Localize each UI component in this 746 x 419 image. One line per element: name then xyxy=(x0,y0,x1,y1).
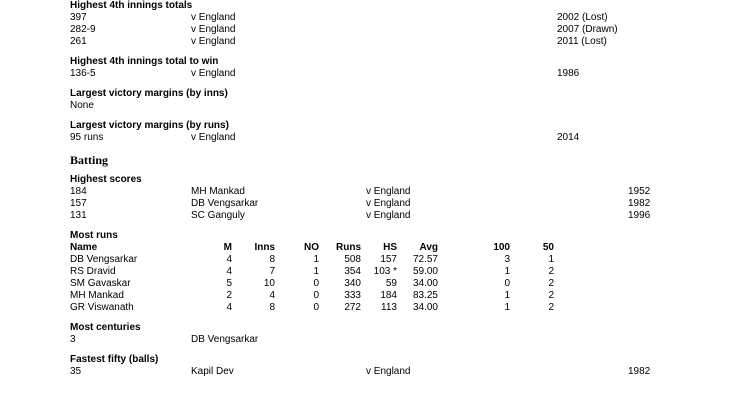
year: 2007 (Drawn) xyxy=(557,24,618,35)
matches: 4 xyxy=(226,254,232,265)
hundreds: 1 xyxy=(504,290,510,301)
batting-heading: Batting xyxy=(70,153,109,167)
innings: 4 xyxy=(269,290,275,301)
fifties: 2 xyxy=(548,266,554,277)
hundreds: 0 xyxy=(504,278,510,289)
table-row xyxy=(70,278,730,290)
player: MH Mankad xyxy=(70,290,124,301)
score: 282-9 xyxy=(70,24,96,35)
fifties: 1 xyxy=(548,254,554,265)
section-title: Largest victory margins (by runs) xyxy=(70,120,229,131)
table-row xyxy=(70,302,730,314)
runs: 508 xyxy=(344,254,361,265)
opponent: v England xyxy=(191,132,236,143)
table-header xyxy=(70,242,730,254)
section-title: Most runs xyxy=(70,230,118,241)
high-score: 113 xyxy=(381,302,397,313)
section-victory-margins-inns xyxy=(70,88,730,112)
section-most-runs xyxy=(70,230,730,314)
player: RS Dravid xyxy=(70,266,116,277)
matches: 5 xyxy=(226,278,232,289)
player: DB Vengsarkar xyxy=(191,198,259,209)
col-header: 50 xyxy=(542,242,554,253)
opponent: v England xyxy=(191,12,236,23)
high-score: 103 * xyxy=(373,266,397,277)
section-title: Most centuries xyxy=(70,322,141,333)
player: SM Gavaskar xyxy=(70,278,131,289)
section-title: Largest victory margins (by inns) xyxy=(70,88,228,99)
opponent: v England xyxy=(191,24,236,35)
average: 83.25 xyxy=(412,290,438,301)
col-header: Name xyxy=(70,242,98,253)
not-outs: 0 xyxy=(313,290,319,301)
table-row xyxy=(70,198,730,210)
table-row xyxy=(70,68,730,80)
section-title: Highest 4th innings total to win xyxy=(70,56,219,67)
not-outs: 1 xyxy=(313,266,319,277)
average: 72.57 xyxy=(412,254,438,265)
section-fastest-fifty xyxy=(70,354,730,378)
year: 1982 xyxy=(628,366,651,377)
opponent: v England xyxy=(191,36,236,47)
player: DB Vengsarkar xyxy=(70,254,138,265)
value: None xyxy=(70,100,94,111)
player: GR Viswanath xyxy=(70,302,134,313)
fifties: 2 xyxy=(548,278,554,289)
section-most-centuries xyxy=(70,322,730,346)
section-highest-4th-innings xyxy=(70,0,730,48)
table-row xyxy=(70,132,730,144)
hundreds: 1 xyxy=(504,266,510,277)
table-row xyxy=(70,266,730,278)
section-title: Highest 4th innings totals xyxy=(70,0,193,11)
balls: 35 xyxy=(70,366,82,377)
score: 131 xyxy=(70,210,87,221)
col-header: NO xyxy=(304,242,319,253)
opponent: v England xyxy=(366,366,411,377)
score: 136-5 xyxy=(70,68,96,79)
not-outs: 0 xyxy=(313,278,319,289)
section-victory-margins-runs xyxy=(70,120,730,144)
opponent: v England xyxy=(366,210,411,221)
stats-page xyxy=(70,0,730,386)
score: 397 xyxy=(70,12,87,23)
runs: 333 xyxy=(344,290,361,301)
matches: 4 xyxy=(226,302,232,313)
average: 34.00 xyxy=(412,302,438,313)
col-header: HS xyxy=(383,242,397,253)
player: Kapil Dev xyxy=(191,366,234,377)
year: 2014 xyxy=(557,132,580,143)
section-title: Fastest fifty (balls) xyxy=(70,354,159,365)
runs: 354 xyxy=(344,266,361,277)
average: 59.00 xyxy=(412,266,438,277)
runs: 272 xyxy=(344,302,361,313)
table-row xyxy=(70,334,730,346)
not-outs: 1 xyxy=(313,254,319,265)
player: SC Ganguly xyxy=(191,210,245,221)
col-header: 100 xyxy=(493,242,510,253)
opponent: v England xyxy=(366,198,411,209)
fifties: 2 xyxy=(548,290,554,301)
table-row xyxy=(70,186,730,198)
year: 2002 (Lost) xyxy=(557,12,608,23)
section-highest-4th-innings-win xyxy=(70,56,730,80)
col-header: Runs xyxy=(336,242,361,253)
hundreds: 3 xyxy=(504,254,510,265)
matches: 2 xyxy=(226,290,232,301)
innings: 7 xyxy=(269,266,275,277)
count: 3 xyxy=(70,334,76,345)
hundreds: 1 xyxy=(504,302,510,313)
table-row xyxy=(70,24,730,36)
runs: 340 xyxy=(344,278,361,289)
opponent: v England xyxy=(366,186,411,197)
matches: 4 xyxy=(226,266,232,277)
innings: 8 xyxy=(269,302,275,313)
score: 261 xyxy=(70,36,87,47)
player: DB Vengsarkar xyxy=(191,334,259,345)
table-row xyxy=(70,366,730,378)
table-row xyxy=(70,210,730,222)
high-score: 184 xyxy=(380,290,397,301)
player: MH Mankad xyxy=(191,186,245,197)
year: 1982 xyxy=(628,198,651,209)
year: 1986 xyxy=(557,68,580,79)
col-header: Avg xyxy=(419,242,438,253)
score: 184 xyxy=(70,186,87,197)
innings: 8 xyxy=(269,254,275,265)
innings: 10 xyxy=(263,278,275,289)
fifties: 2 xyxy=(548,302,554,313)
opponent: v England xyxy=(191,68,236,79)
high-score: 59 xyxy=(385,278,397,289)
table-row xyxy=(70,254,730,266)
average: 34.00 xyxy=(412,278,438,289)
col-header: M xyxy=(223,242,232,253)
score: 157 xyxy=(70,198,87,209)
section-highest-scores xyxy=(70,174,730,222)
table-row xyxy=(70,100,730,112)
high-score: 157 xyxy=(380,254,397,265)
table-row xyxy=(70,36,730,48)
margin: 95 runs xyxy=(70,132,104,143)
table-row xyxy=(70,290,730,302)
section-title: Highest scores xyxy=(70,174,142,185)
not-outs: 0 xyxy=(313,302,319,313)
year: 1952 xyxy=(628,186,651,197)
table-row xyxy=(70,12,730,24)
col-header: Inns xyxy=(254,242,275,253)
year: 2011 (Lost) xyxy=(557,36,607,47)
year: 1996 xyxy=(628,210,651,221)
